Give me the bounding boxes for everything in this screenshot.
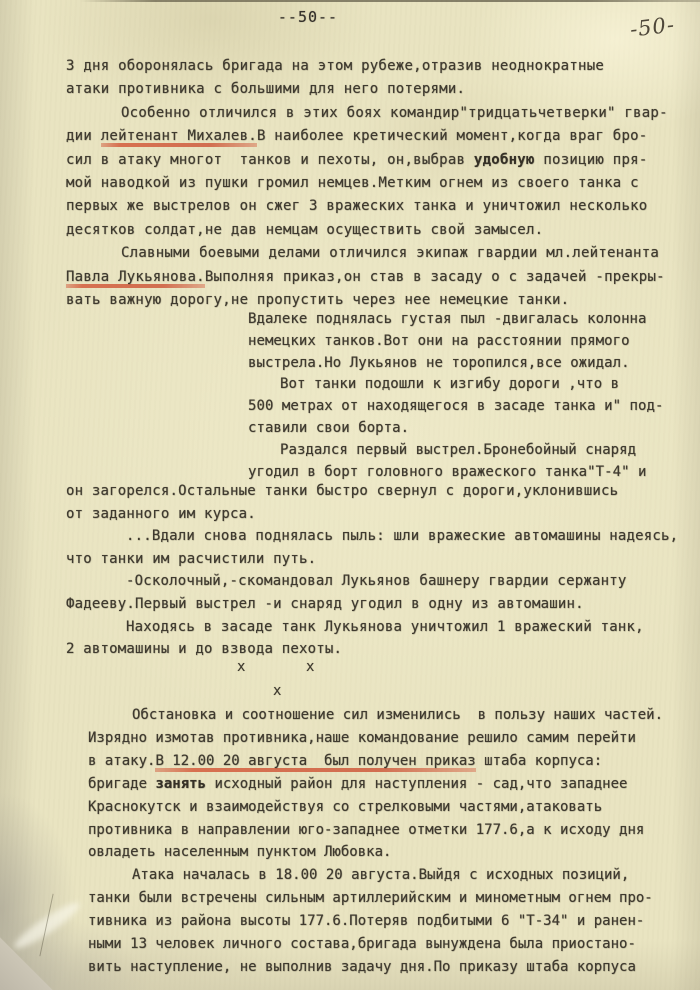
text-line	[248, 418, 663, 440]
text-segment: позицию пря-	[534, 151, 648, 168]
text-line	[132, 864, 663, 887]
typed-page-number: --50--	[277, 8, 339, 26]
text-segment: Фадееву.Первый выстрел -и снаряд угодил в одну из автомашин.	[66, 595, 584, 612]
text-segment: танки были встречены сильным артиллерийским и минометным огнем про-	[88, 890, 653, 907]
red-underlined-text: лейтенант Михалев.	[101, 128, 257, 147]
text-segment: Вот танки подошли к изгибу дороги ,что в	[280, 376, 620, 393]
paragraph-section-d	[88, 704, 663, 979]
text-segment: десятков солдат,не дав немцам осуществить свой замысел.	[66, 221, 544, 238]
handwritten-page-number: -50-	[628, 12, 677, 42]
text-segment: дии	[66, 128, 101, 145]
text-line	[88, 796, 663, 819]
text-segment: угодил в борт головного вражеского танка"Т-4" и	[248, 463, 647, 480]
red-underlined-text: Павла Лукьянова.	[66, 269, 205, 288]
text-segment: занять	[155, 775, 207, 792]
paragraph-section-a	[66, 55, 668, 312]
text-segment: он загорелся.Остальные танки быстро свернул с дороги,уклонившись	[66, 483, 619, 499]
text-segment: выстрела.Но Лукьянов не торопился,все ожидал.	[248, 354, 630, 371]
text-segment: мой наводкой из пушки громил немцев.Метким огнем из своего танка с	[66, 175, 639, 192]
text-line	[126, 525, 678, 548]
text-line	[88, 841, 663, 864]
text-line	[88, 750, 663, 773]
text-line	[66, 266, 668, 289]
text-line	[66, 78, 668, 101]
text-segment: Выполняя приказ,он став в засаду о с задачей -прекры-	[204, 268, 665, 285]
text-line	[248, 309, 663, 331]
text-segment: В наиболее кретический момент,когда враг бро-	[256, 128, 648, 145]
text-segment: 2 автомашины и до взвода пехоты.	[66, 641, 343, 658]
text-line	[66, 480, 678, 503]
text-segment: З дня оборонялась бригада на этом рубеже,отразив неоднократные	[66, 58, 605, 74]
text-line	[66, 172, 668, 195]
text-line	[66, 195, 668, 218]
text-segment: немецких танков.Вот они на расстоянии прямого	[248, 332, 630, 349]
text-line	[66, 149, 668, 172]
text-segment: от заданного им курса.	[66, 505, 256, 522]
text-line	[66, 125, 668, 148]
text-line	[66, 638, 678, 661]
paragraph-section-b	[248, 309, 663, 483]
text-line	[280, 374, 663, 396]
text-segment: Изрядно измотав противника,наше командование решило самим перейти	[88, 729, 636, 746]
text-segment: ными 13 человек личного состава,бригада вынуждена была приостано-	[88, 936, 636, 953]
text-segment: бригаде	[88, 775, 156, 792]
text-line	[88, 933, 663, 956]
text-segment: Атака началась в 18.00 20 августа.Выйдя с исходных позиций,	[132, 867, 630, 884]
text-segment: удобную	[473, 151, 535, 168]
section-separator-mark: х	[273, 683, 282, 699]
text-line	[66, 503, 678, 526]
paragraph-section-c	[66, 480, 678, 661]
text-line	[126, 570, 678, 593]
text-line	[88, 727, 663, 750]
text-segment: в атаку.	[88, 752, 156, 769]
text-segment: -Осколочный,-скомандовал Лукьянов башнеру гвардии сержанту	[126, 573, 627, 590]
text-segment: штаба корпуса:	[475, 752, 603, 769]
text-line	[126, 616, 678, 639]
text-segment: ставили свои борта.	[248, 419, 410, 436]
text-segment: первых же выстрелов он сжег 3 вражеских танка и уничтожил несколько	[66, 198, 648, 215]
text-line	[88, 773, 663, 796]
text-segment: сил в атаку многот танков и пехоты, он,выбрав	[66, 151, 474, 168]
text-line	[66, 55, 668, 78]
text-line	[66, 548, 678, 571]
text-line	[66, 219, 668, 242]
text-segment: Находясь в засаде танк Лукьянова уничтожил 1 вражеский танк,	[126, 618, 644, 635]
text-segment: атаки противника с большими для него потерями.	[66, 81, 466, 98]
text-line	[88, 956, 663, 979]
text-line	[280, 440, 663, 462]
text-line	[88, 910, 663, 933]
text-line	[88, 887, 663, 910]
text-segment: овладеть населенным пунктом Любовка.	[88, 844, 392, 861]
text-segment: Славными боевыми делами отличился экипаж гвардии мл.лейтенанта	[121, 245, 660, 262]
section-separator-mark: х	[306, 659, 315, 675]
text-segment: 500 метрах от находящегося в засаде танка и" под-	[248, 398, 664, 415]
text-line	[248, 331, 663, 353]
text-segment: тивника из района высоты 177.6.Потеряв подбитыми 6 "Т-34" и ранен-	[88, 913, 645, 930]
paper-top-edge-shadow	[80, 0, 700, 2]
text-segment: что танки им расчистили путь.	[66, 550, 317, 567]
text-segment: исходный район для наступления - сад,что западнее	[206, 775, 628, 792]
text-line	[121, 242, 668, 265]
text-segment: Особенно отличился в этих боях командир"тридцатьчетверки" гвар-	[121, 104, 668, 121]
text-line	[66, 593, 678, 616]
text-segment: Обстановка и соотношение сил изменились в пользу наших частей.	[132, 707, 664, 723]
text-segment: вать важную дорогу,не пропустить через нее немецкие танки.	[66, 292, 570, 309]
text-segment: противника в направлении юго-западнее отметки 177.6,а к исходу дня	[88, 821, 645, 838]
text-segment: ...Вдали снова поднялась пыль: шли вражеские автомашины надеясь,	[126, 528, 679, 545]
text-segment: вить наступление, не выполнив задачу дня.По приказу штаба корпуса	[88, 958, 636, 975]
text-line	[121, 102, 668, 125]
text-line	[132, 704, 663, 727]
text-segment: Раздался первый выстрел.Бронебойный снаряд	[280, 441, 637, 458]
red-underlined-text: В 12.00 20 августа был получен приказ	[155, 753, 475, 772]
text-line	[88, 819, 663, 842]
text-segment: Краснокутск и взаимодействуя со стрелковыми частями,атаковать	[88, 798, 603, 815]
text-segment: Вдалеке поднялась густая пыл -двигалась колонна	[248, 311, 647, 327]
text-line	[248, 396, 663, 418]
section-separator-mark: х	[237, 659, 246, 675]
text-line	[248, 353, 663, 375]
